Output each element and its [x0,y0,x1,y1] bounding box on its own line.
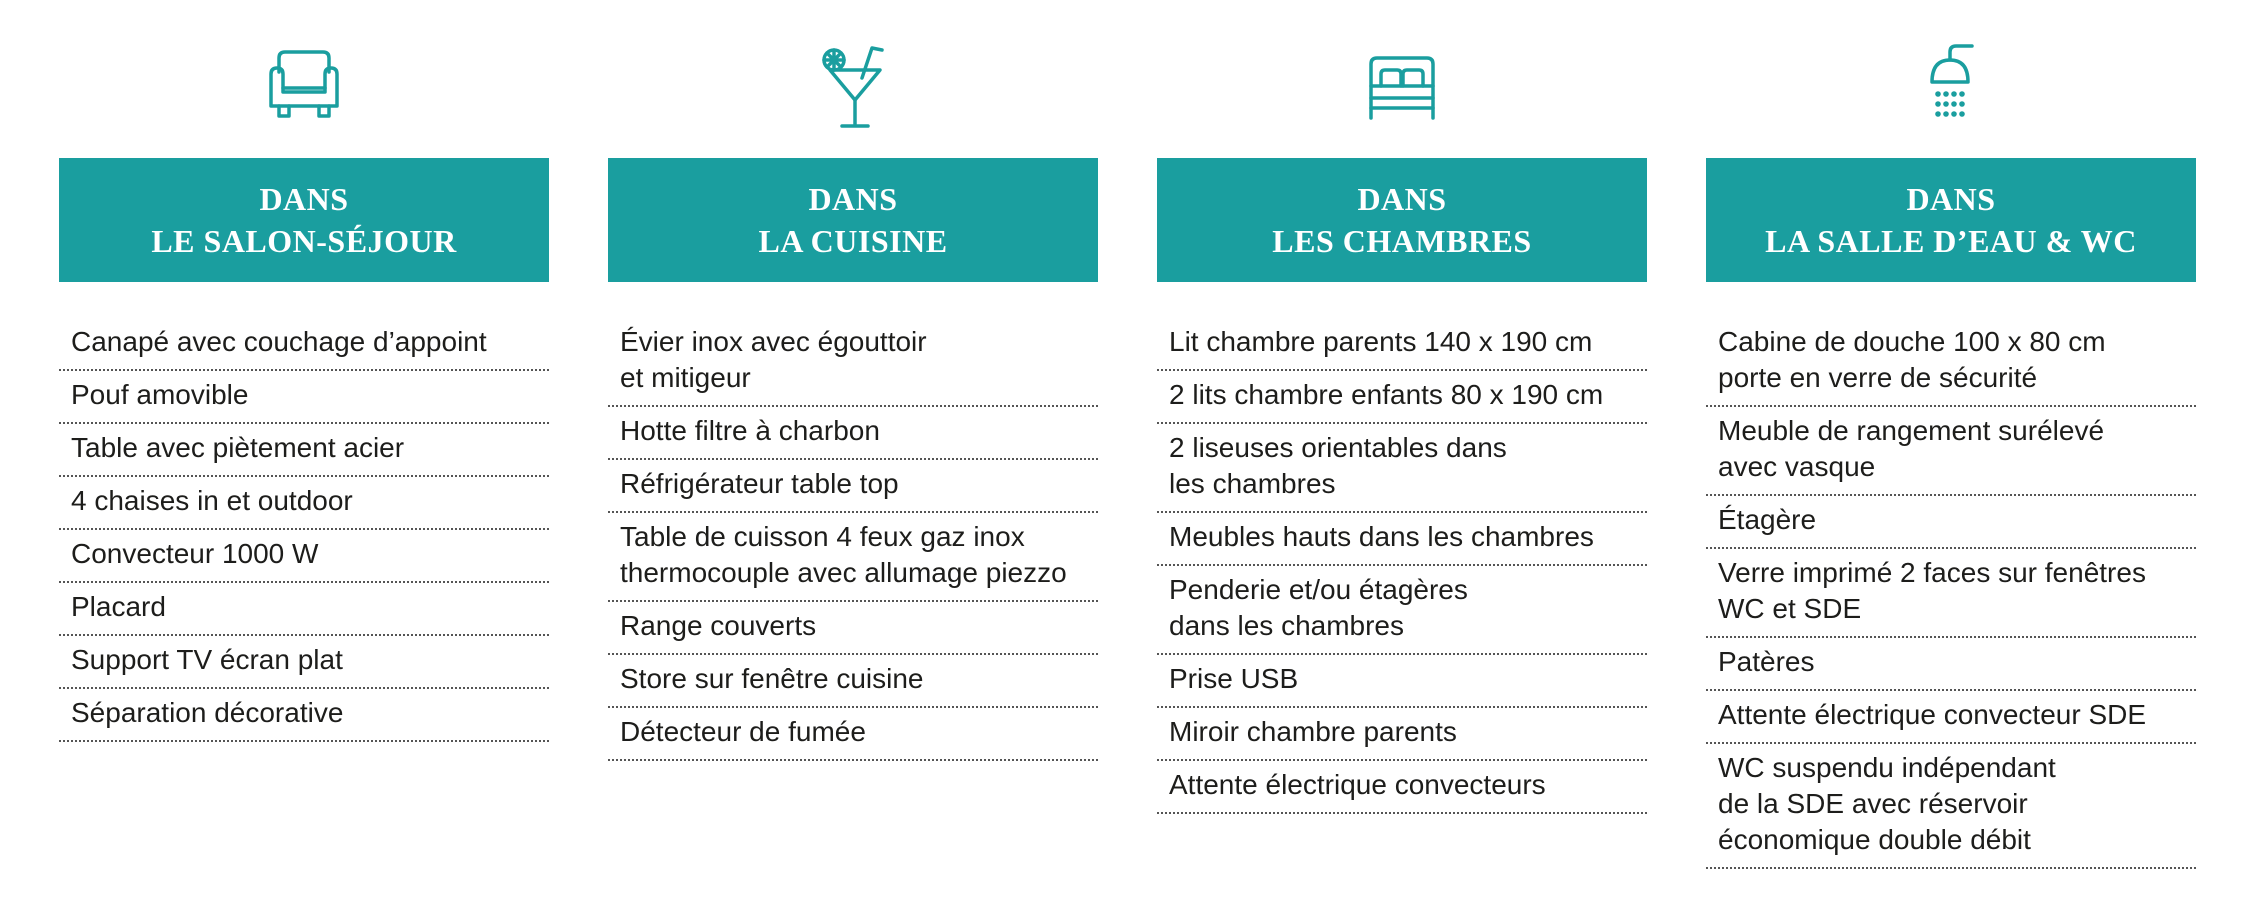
sofa-icon [259,42,349,132]
header-line-2: LA CUISINE [758,223,948,259]
shower-icon [1906,42,1996,132]
header-line-1: DANS [259,181,349,217]
equipment-list [59,318,549,742]
list-item: Meubles hauts dans les chambres [1157,513,1647,566]
list-item: Séparation décorative [59,689,549,742]
equipment-list [1706,318,2196,869]
list-item: Miroir chambre parents [1157,708,1647,761]
list-item: Cabine de douche 100 x 80 cm porte en verre de sécurité [1706,318,2196,407]
list-item: Hotte filtre à charbon [608,407,1098,460]
list-item: Attente électrique convecteur SDE [1706,691,2196,744]
list-item: 4 chaises in et outdoor [59,477,549,530]
list-item: Support TV écran plat [59,636,549,689]
section-header [1706,158,2196,282]
equipment-list [608,318,1098,761]
list-item: Lit chambre parents 140 x 190 cm [1157,318,1647,371]
list-item: Store sur fenêtre cuisine [608,655,1098,708]
list-item: Meuble de rangement surélevé avec vasque [1706,407,2196,496]
section-header [608,158,1098,282]
header-line-2: LES CHAMBRES [1272,223,1532,259]
list-item: Attente électrique convecteurs [1157,761,1647,814]
list-item: Convecteur 1000 W [59,530,549,583]
cocktail-icon [808,42,898,132]
list-item: Verre imprimé 2 faces sur fenêtres WC et SDE [1706,549,2196,638]
list-item: Étagère [1706,496,2196,549]
header-line-1: DANS [1906,181,1996,217]
list-item: Table de cuisson 4 feux gaz inox thermocouple avec allumage piezzo [608,513,1098,602]
header-line-2: LE SALON-SÉJOUR [151,223,457,259]
list-item: Réfrigérateur table top [608,460,1098,513]
list-item: Évier inox avec égouttoir et mitigeur [608,318,1098,407]
list-item: Détecteur de fumée [608,708,1098,761]
bed-icon [1357,42,1447,132]
section-header [59,158,549,282]
header-line-1: DANS [808,181,898,217]
list-item: Patères [1706,638,2196,691]
list-item: Table avec piètement acier [59,424,549,477]
list-item: 2 lits chambre enfants 80 x 190 cm [1157,371,1647,424]
list-item: Range couverts [608,602,1098,655]
list-item: Prise USB [1157,655,1647,708]
header-line-1: DANS [1357,181,1447,217]
equipment-list [1157,318,1647,814]
section-header [1157,158,1647,282]
list-item: Penderie et/ou étagères dans les chambres [1157,566,1647,655]
header-line-2: LA SALLE D’EAU & WC [1765,223,2137,259]
list-item: WC suspendu indépendant de la SDE avec réservoir économique double débit [1706,744,2196,869]
list-item: Pouf amovible [59,371,549,424]
list-item: Canapé avec couchage d’appoint [59,318,549,371]
list-item: 2 liseuses orientables dans les chambres [1157,424,1647,513]
list-item: Placard [59,583,549,636]
